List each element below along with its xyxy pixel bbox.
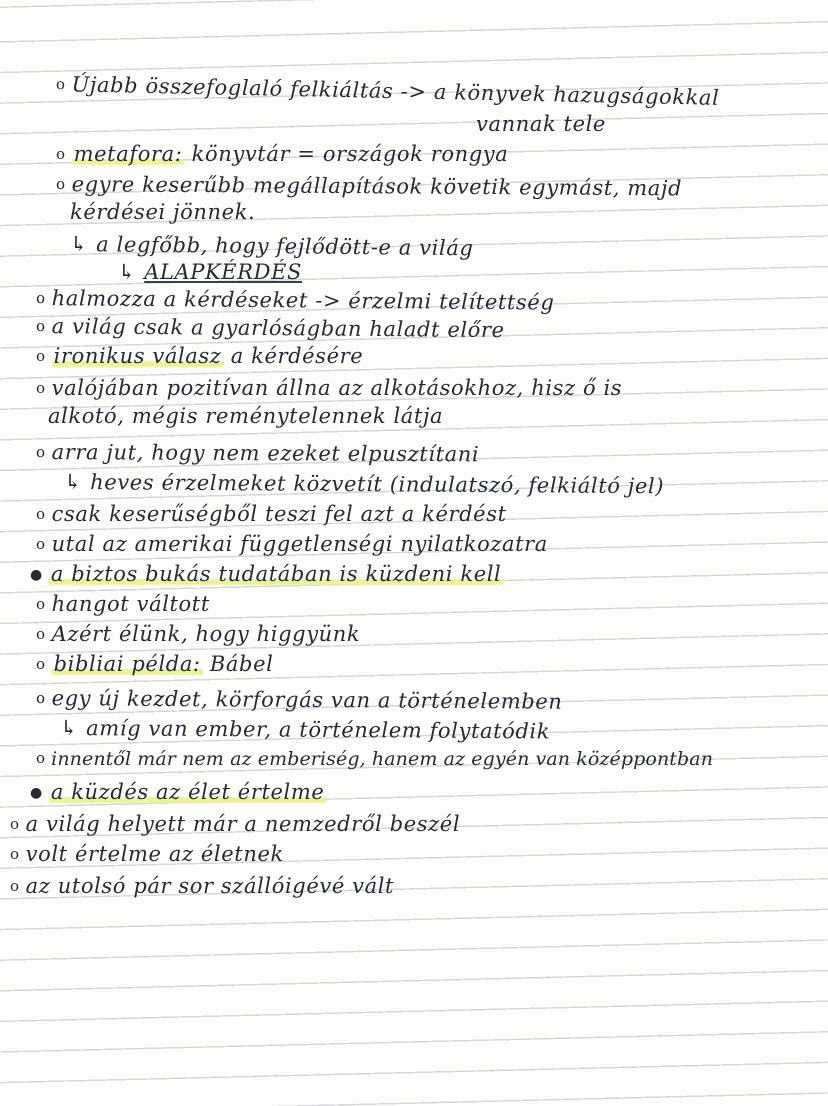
bullet-marker: o <box>55 175 66 194</box>
bullet-marker: o <box>35 443 46 462</box>
note-line <box>30 780 326 804</box>
bullet-marker: o <box>36 749 46 767</box>
bullet-marker: o <box>36 347 46 365</box>
note-text: Azért élünk, hogy higgyünk <box>51 622 361 646</box>
note-line <box>56 172 682 200</box>
bullet-marker: o <box>56 145 66 163</box>
note-text: egy új kezdet, körforgás van a történelemben <box>51 686 563 714</box>
bullet-marker: o <box>36 625 46 643</box>
note-text: Bábel <box>202 652 274 676</box>
note-line <box>36 314 505 342</box>
note-text: csak keserűségből teszi fel azt a kérdést <box>51 502 507 526</box>
bullet-marker: o <box>10 815 20 833</box>
note-text: egyre keserűbb megállapítások követik egymást, majd <box>71 172 683 201</box>
note-line <box>10 812 460 836</box>
note-line <box>70 200 255 224</box>
note-line <box>36 748 713 770</box>
note-line <box>10 874 394 898</box>
note-line <box>48 404 443 428</box>
sub-arrow-icon: ↳ <box>69 232 89 257</box>
note-text: vannak tele <box>476 112 606 136</box>
note-text: az utolsó pár sor szállóigévé vált <box>25 874 395 898</box>
note-text: a legfőbb, hogy fejlődött-e a világ <box>96 232 474 261</box>
sub-arrow-icon: ↳ <box>59 716 79 741</box>
note-line <box>64 470 664 498</box>
note-line <box>36 344 363 368</box>
bullet-marker: o <box>55 75 66 94</box>
sub-arrow-icon: ↳ <box>63 470 83 495</box>
bullet-marker: ● <box>30 567 43 583</box>
highlighted-text: a biztos bukás tudatában is küzdeni kell <box>50 562 502 586</box>
note-text: valójában pozitívan állna az alkotásokhoz, hisz ő is <box>51 376 623 400</box>
bullet-marker: o <box>36 655 46 673</box>
highlighted-text: ironikus válasz <box>53 344 222 368</box>
note-line <box>36 440 479 466</box>
bullet-marker: o <box>36 535 46 553</box>
bullet-marker: o <box>36 505 46 523</box>
note-text: kérdései jönnek. <box>70 200 256 224</box>
note-line <box>36 532 548 556</box>
note-line <box>36 376 622 400</box>
highlighted-text: a küzdés az élet értelme <box>50 780 325 804</box>
note-text: hangot váltott <box>51 592 210 616</box>
note-text: arra jut, hogy nem ezeket elpusztítani <box>51 440 480 467</box>
bullet-marker: o <box>10 845 20 863</box>
note-line <box>56 72 720 110</box>
note-text: utal az amerikai függetlenségi nyilatkozatra <box>51 532 548 556</box>
highlighted-text: bibliai példa: <box>53 652 201 676</box>
note-text: a világ csak a gyarlóságban haladt előre <box>51 314 505 343</box>
note-line <box>36 686 563 714</box>
note-line <box>10 842 284 866</box>
sub-arrow-icon: ↳ <box>118 260 137 284</box>
bullet-marker: o <box>10 877 20 895</box>
note-line <box>36 502 507 526</box>
bullet-marker: o <box>35 317 46 336</box>
note-line <box>56 142 508 166</box>
note-text: volt értelme az életnek <box>25 842 284 866</box>
bullet-marker: o <box>36 595 46 613</box>
note-line <box>36 622 360 646</box>
bullet-marker: o <box>35 689 46 708</box>
note-text: alkotó, mégis reménytelennek látja <box>48 404 444 428</box>
note-line <box>476 112 606 136</box>
underlined-text: ALAPKÉRDÉS <box>144 260 302 284</box>
note-text: Újabb összefoglaló felkiáltás -> a könyvek hazugságokkal <box>71 72 720 110</box>
bullet-marker: o <box>35 289 46 308</box>
note-line <box>118 260 302 284</box>
bullet-marker: o <box>36 379 46 397</box>
note-text: halmozza a kérdéseket -> érzelmi telítettség <box>51 286 555 315</box>
note-line <box>36 652 273 676</box>
note-line <box>70 232 474 260</box>
note-text: a kérdésére <box>223 344 364 368</box>
note-text: könyvtár = országok rongya <box>184 142 509 166</box>
note-line <box>36 286 555 315</box>
note-text: a világ helyett már a nemzedről beszél <box>25 812 461 836</box>
note-text: amíg van ember, a történelem folytatódik <box>86 716 551 744</box>
note-text: heves érzelmeket közvetít (indulatszó, felkiáltó jel) <box>90 470 665 499</box>
bullet-marker: ● <box>30 785 43 801</box>
note-line <box>36 592 210 616</box>
note-text: innentől már nem az emberiség, hanem az egyén van középpontban <box>51 748 714 770</box>
note-line <box>30 562 503 586</box>
highlighted-text: metafora: <box>73 142 183 166</box>
note-line <box>60 716 550 743</box>
